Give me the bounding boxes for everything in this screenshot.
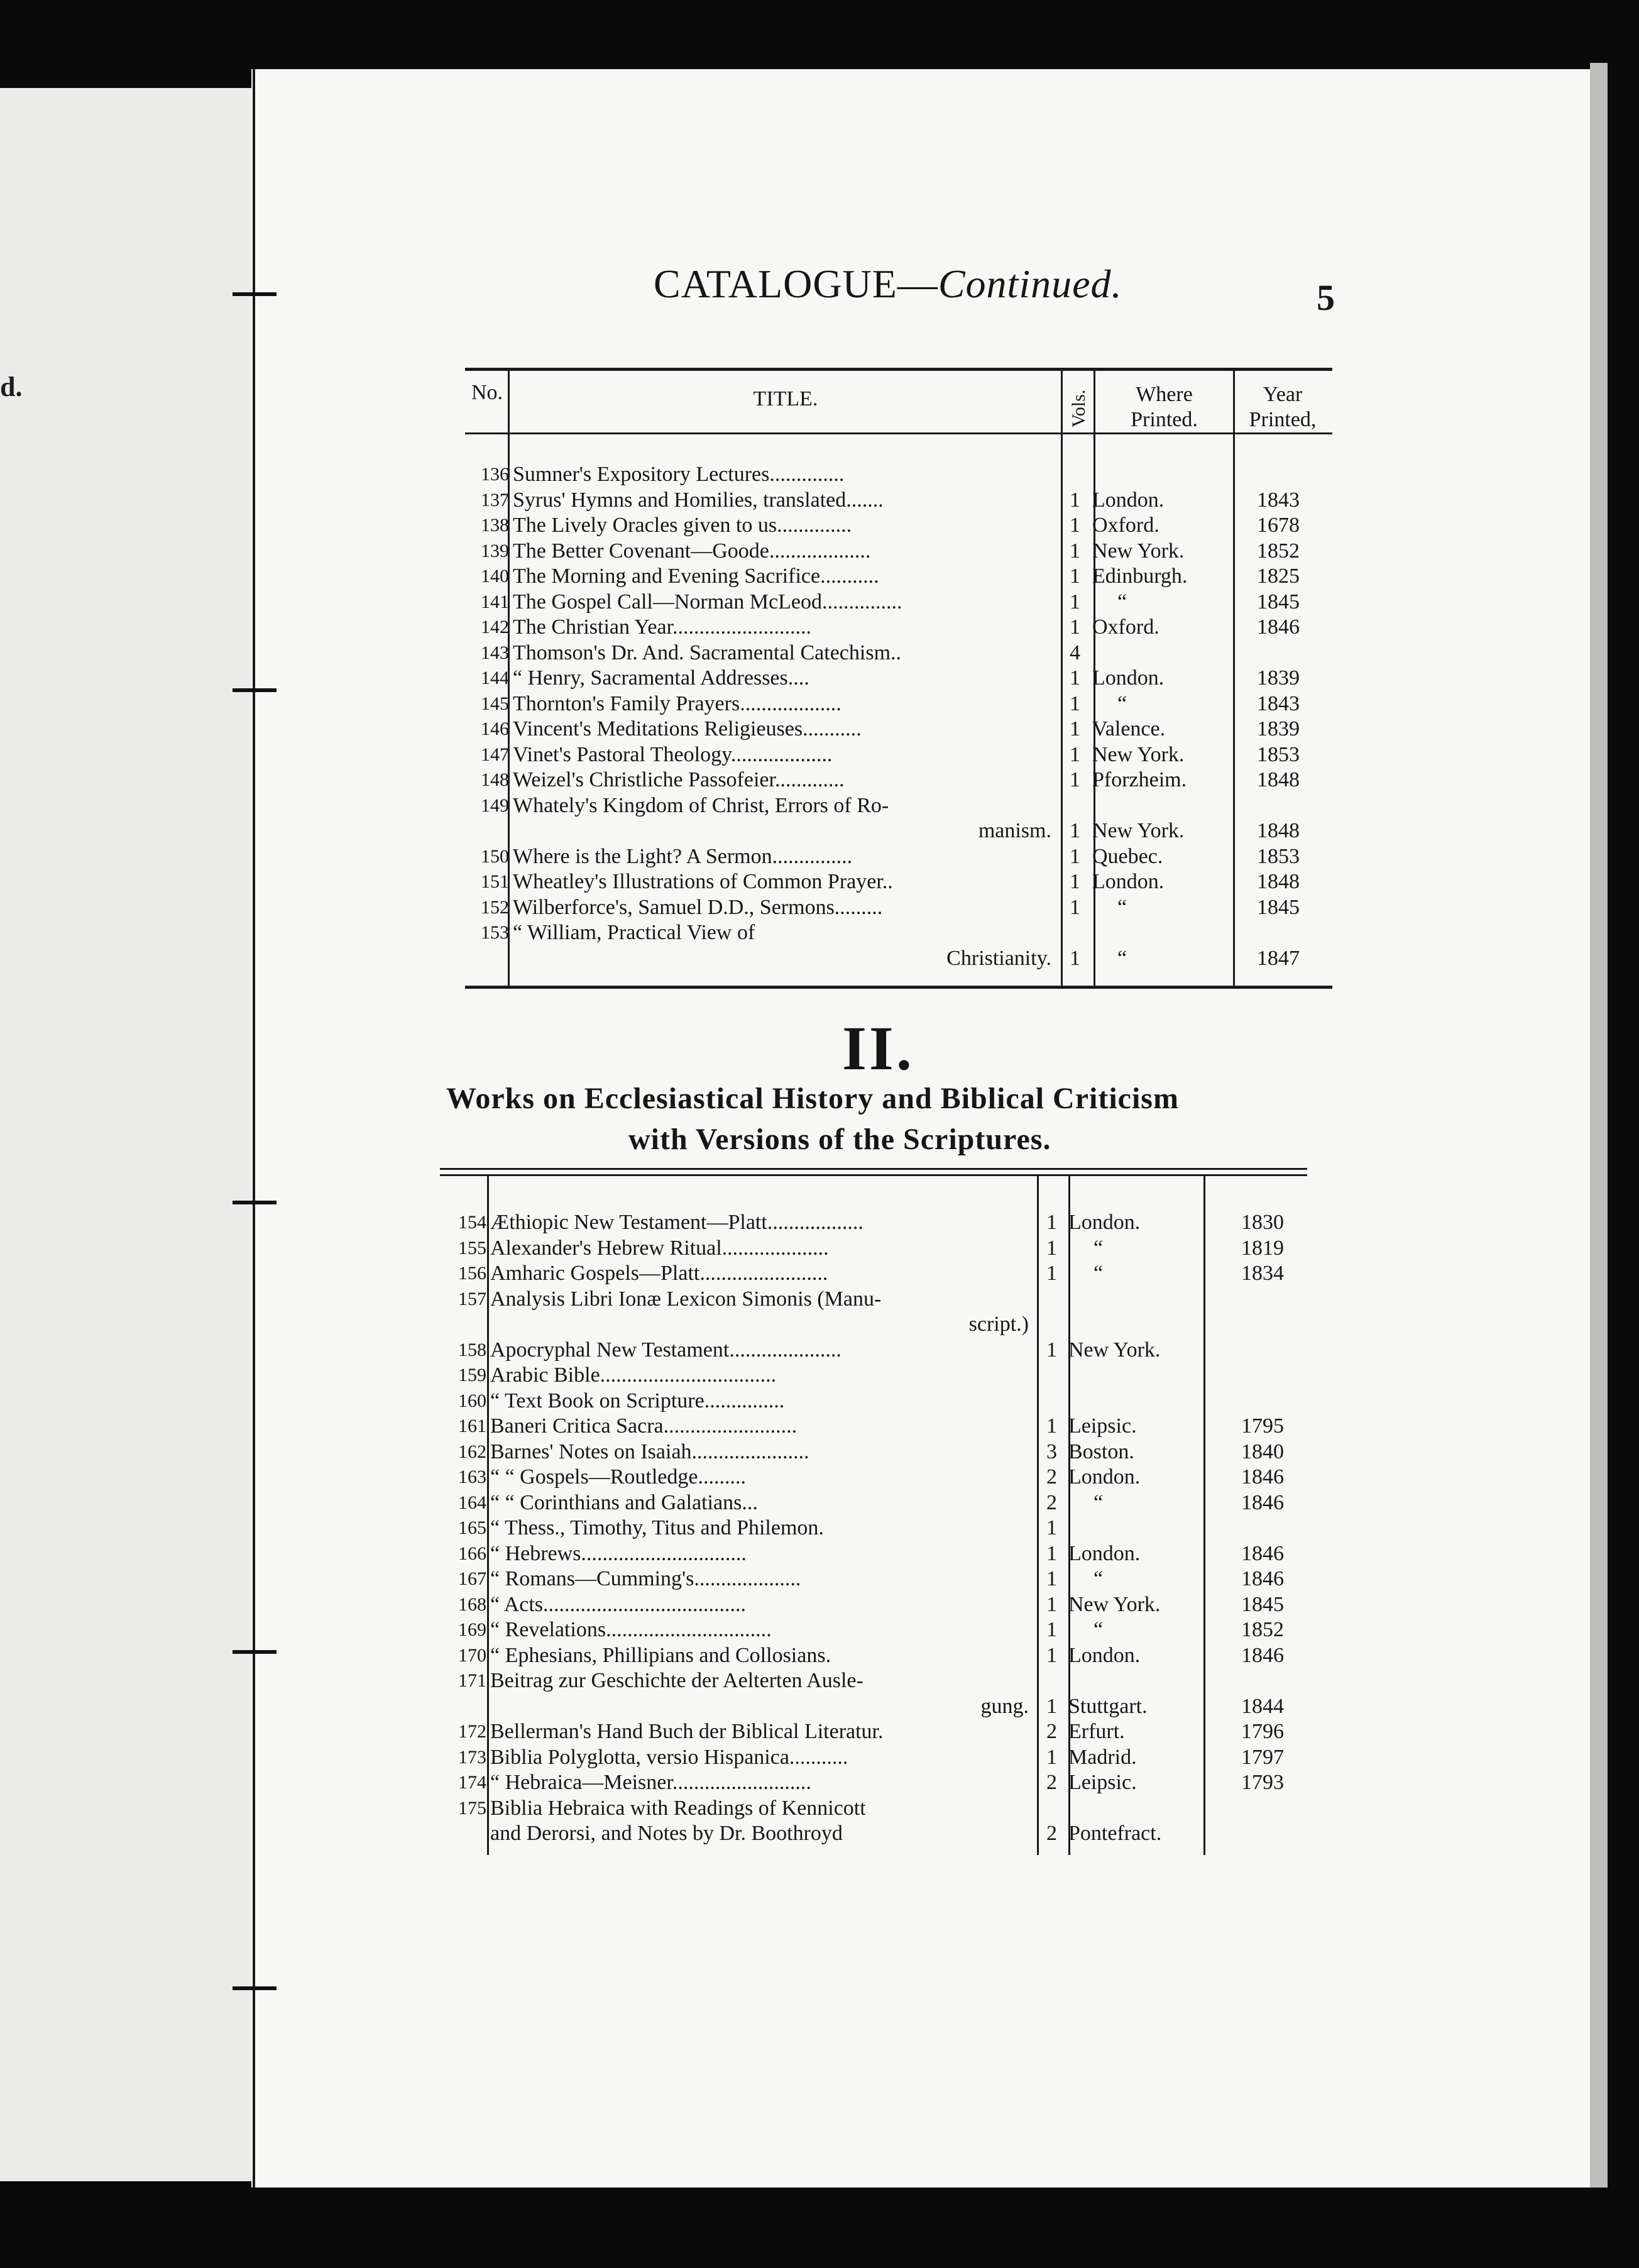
entry-vols: 2 — [1046, 1822, 1057, 1845]
entry-title-continuation: script.) — [968, 1313, 1029, 1336]
entry-number: 147 — [481, 744, 509, 765]
entry-where-printed: “ — [1117, 946, 1127, 970]
entry-title: “ “ Gospels—Routledge......... — [490, 1465, 746, 1489]
table-row — [447, 1719, 1029, 1744]
entry-title: “ “ Corinthians and Galatians... — [490, 1490, 758, 1514]
entry-where-printed: “ — [1094, 1262, 1104, 1285]
entry-vols: 1 — [1070, 870, 1080, 893]
entry-year-printed: 1846 — [1241, 1567, 1284, 1590]
entry-title: “ William, Practical View of — [513, 921, 755, 944]
entry-number: 142 — [481, 617, 509, 637]
entry-number: 163 — [458, 1467, 486, 1487]
entry-year-printed: 1793 — [1241, 1771, 1284, 1794]
entry-number: 144 — [481, 668, 509, 688]
entry-number: 164 — [458, 1492, 486, 1513]
entry-year-printed: 1840 — [1241, 1440, 1284, 1463]
entry-vols: 1 — [1070, 742, 1080, 766]
entry-where-printed: London. — [1092, 870, 1165, 893]
entry-number: 155 — [458, 1237, 486, 1258]
entry-title: “ Romans—Cumming's.................... — [490, 1567, 801, 1590]
column-header-vols: Vols. — [1068, 389, 1089, 427]
entry-where-printed: “ — [1117, 590, 1127, 614]
column-header-year-1: Year — [1263, 383, 1303, 406]
table-row — [447, 1414, 1029, 1439]
entry-vols: 1 — [1070, 717, 1080, 740]
entry-year-printed: 1839 — [1257, 666, 1300, 690]
table-row — [470, 793, 1051, 818]
table-1-top-rule — [465, 368, 1332, 371]
table-row — [447, 1745, 1029, 1770]
entry-title: “ Text Book on Scripture............... — [490, 1389, 785, 1412]
table-row — [447, 1541, 1029, 1566]
entry-title: Thornton's Family Prayers................... — [513, 691, 841, 715]
entry-year-printed: 1796 — [1241, 1720, 1284, 1743]
entry-where-printed: Madrid. — [1068, 1745, 1137, 1769]
entry-where-printed: London. — [1092, 488, 1165, 512]
table-row — [470, 462, 1051, 487]
entry-vols: 2 — [1046, 1720, 1057, 1743]
entry-where-printed: Erfurt. — [1068, 1720, 1125, 1743]
table-row — [447, 1566, 1029, 1592]
entry-vols: 1 — [1046, 1541, 1057, 1565]
entry-vols: 1 — [1070, 488, 1080, 512]
entry-title: Wheatley's Illustrations of Common Prayer.. — [513, 870, 893, 893]
entry-title-continuation: gung. — [980, 1694, 1029, 1718]
entry-vols: 1 — [1046, 1516, 1057, 1539]
entry-where-printed: “ — [1094, 1567, 1104, 1590]
entry-title: Barnes' Notes on Isaiah...................... — [490, 1440, 809, 1463]
entry-number: 140 — [481, 566, 509, 586]
entry-number: 174 — [458, 1772, 486, 1793]
running-head-italic: Continued. — [938, 261, 1122, 306]
entry-number: 166 — [458, 1543, 486, 1564]
entry-where-printed: “ — [1117, 691, 1127, 715]
entry-vols: 1 — [1070, 819, 1080, 842]
entry-title: Amharic Gospels—Platt........................ — [490, 1262, 828, 1285]
entry-number: 173 — [458, 1746, 486, 1768]
entry-year-printed: 1844 — [1241, 1694, 1284, 1718]
entry-title: “ Henry, Sacramental Addresses.... — [513, 666, 809, 690]
table-1-header-rule — [465, 432, 1332, 434]
entry-title: Æthiopic New Testament—Platt.................. — [490, 1211, 863, 1234]
entry-where-printed: Boston. — [1068, 1440, 1134, 1463]
entry-title: “ Hebraica—Meisner.......................... — [490, 1771, 811, 1794]
entry-vols: 3 — [1046, 1440, 1057, 1463]
table-row — [470, 590, 1051, 615]
entry-title-continuation: manism. — [978, 819, 1051, 842]
stitch-mark — [233, 1986, 277, 1990]
entry-number: 169 — [458, 1619, 486, 1640]
table-row — [470, 946, 1051, 971]
entry-year-printed: 1846 — [1241, 1541, 1284, 1565]
table-row — [447, 1516, 1029, 1541]
entry-year-printed: 1825 — [1257, 564, 1300, 588]
entry-vols: 1 — [1046, 1643, 1057, 1667]
section-heading-line-2: with Versions of the Scriptures. — [628, 1123, 1051, 1156]
table-row — [447, 1389, 1029, 1414]
entry-vols: 1 — [1046, 1745, 1057, 1769]
table-2-top-rule — [440, 1174, 1307, 1176]
entry-number: 150 — [481, 845, 509, 867]
left-page-edge — [0, 88, 251, 2181]
entry-where-printed: New York. — [1092, 742, 1185, 766]
table-1-col-rule — [1233, 368, 1235, 986]
table-row — [447, 1694, 1029, 1719]
column-header-year-2: Printed, — [1249, 408, 1317, 431]
entry-title: Baneri Critica Sacra......................... — [490, 1414, 798, 1438]
entry-where-printed: New York. — [1092, 819, 1185, 842]
column-header-title: TITLE. — [753, 387, 818, 410]
entry-number: 138 — [481, 515, 509, 536]
entry-title: Vincent's Meditations Religieuses........... — [513, 717, 862, 740]
entry-title: Thomson's Dr. And. Sacramental Catechism.. — [513, 641, 902, 664]
entry-vols: 1 — [1046, 1211, 1057, 1234]
entry-number: 143 — [481, 642, 509, 663]
entry-where-printed: Oxford. — [1092, 615, 1159, 639]
entry-vols: 1 — [1046, 1618, 1057, 1641]
entry-where-printed: London. — [1092, 666, 1165, 690]
entry-year-printed: 1845 — [1241, 1592, 1284, 1616]
stitch-mark — [233, 688, 277, 692]
table-row — [470, 717, 1051, 742]
entry-vols: 1 — [1070, 768, 1080, 791]
entry-number: 136 — [481, 464, 509, 485]
table-row — [470, 691, 1051, 717]
entry-title: Analysis Libri Ionæ Lexicon Simonis (Manu- — [490, 1287, 882, 1311]
column-header-where-1: Where — [1136, 383, 1193, 406]
table-row — [470, 513, 1051, 538]
entry-vols: 1 — [1046, 1262, 1057, 1285]
table-row — [447, 1668, 1029, 1693]
entry-number: 175 — [458, 1797, 486, 1819]
entry-where-printed: London. — [1068, 1541, 1141, 1565]
table-2-top-rule — [440, 1168, 1307, 1170]
entry-where-printed: Stuttgart. — [1068, 1694, 1148, 1718]
entry-title: and Derorsi, and Notes by Dr. Boothroyd — [490, 1822, 843, 1845]
entry-where-printed: London. — [1068, 1643, 1141, 1667]
entry-year-printed: 1852 — [1241, 1618, 1284, 1641]
table-row — [447, 1770, 1029, 1795]
entry-number: 156 — [458, 1263, 486, 1284]
entry-vols: 1 — [1046, 1338, 1057, 1362]
table-1-bottom-rule — [465, 986, 1332, 989]
entry-number: 148 — [481, 769, 509, 790]
entry-where-printed: Edinburgh. — [1092, 564, 1188, 588]
table-row — [470, 615, 1051, 640]
entry-where-printed: Leipsic. — [1068, 1771, 1137, 1794]
entry-year-printed: 1830 — [1241, 1211, 1284, 1234]
entry-vols: 1 — [1046, 1567, 1057, 1590]
entry-title: Vinet's Pastoral Theology................... — [513, 742, 833, 766]
entry-title: Where is the Light? A Sermon............... — [513, 844, 853, 868]
entry-vols: 1 — [1070, 564, 1080, 588]
entry-where-printed: “ — [1094, 1490, 1104, 1514]
entry-vols: 2 — [1046, 1490, 1057, 1514]
table-row — [470, 920, 1051, 945]
entry-year-printed: 1853 — [1257, 742, 1300, 766]
entry-title: Weizel's Christliche Passofeier............. — [513, 768, 845, 791]
table-row — [470, 564, 1051, 589]
entry-title: Apocryphal New Testament..................... — [490, 1338, 841, 1362]
table-2-col-rule — [1037, 1176, 1039, 1855]
entry-title: Wilberforce's, Samuel D.D., Sermons......... — [513, 895, 883, 919]
table-1-col-rule — [1061, 368, 1063, 986]
entry-where-printed: Leipsic. — [1068, 1414, 1137, 1438]
entry-where-printed: Oxford. — [1092, 514, 1159, 537]
table-row — [447, 1465, 1029, 1490]
entry-year-printed: 1845 — [1257, 590, 1300, 614]
entry-vols: 1 — [1046, 1414, 1057, 1438]
entry-number: 137 — [481, 489, 509, 510]
entry-title: “ Ephesians, Phillipians and Collosians. — [490, 1643, 831, 1667]
entry-title-continuation: Christianity. — [946, 946, 1051, 970]
entry-title: The Morning and Evening Sacrifice........... — [513, 564, 879, 588]
table-row — [447, 1236, 1029, 1261]
entry-vols: 4 — [1070, 641, 1080, 664]
entry-title: Biblia Polyglotta, versio Hispanica........... — [490, 1745, 848, 1769]
entry-where-printed: “ — [1094, 1236, 1104, 1260]
entry-year-printed: 1847 — [1257, 946, 1300, 970]
table-row — [447, 1312, 1029, 1337]
entry-where-printed: New York. — [1068, 1338, 1161, 1362]
entry-number: 158 — [458, 1339, 486, 1360]
left-page-fragment: d. — [0, 372, 23, 402]
table-row — [447, 1643, 1029, 1668]
page-number: 5 — [1317, 277, 1335, 318]
table-row — [447, 1821, 1029, 1846]
stitch-mark — [233, 1201, 277, 1204]
entry-year-printed: 1795 — [1241, 1414, 1284, 1438]
stitch-mark — [233, 292, 277, 296]
entry-where-printed: “ — [1094, 1618, 1104, 1641]
entry-title: “ Hebrews............................... — [490, 1541, 747, 1565]
entry-number: 152 — [481, 896, 509, 918]
entry-year-printed: 1678 — [1257, 514, 1300, 537]
entry-title: Sumner's Expository Lectures.............. — [513, 463, 845, 486]
entry-vols: 1 — [1070, 615, 1080, 639]
entry-number: 139 — [481, 540, 509, 561]
table-row — [470, 844, 1051, 869]
entry-number: 160 — [458, 1390, 486, 1411]
entry-title: “ Acts...................................... — [490, 1592, 747, 1616]
entry-year-printed: 1853 — [1257, 844, 1300, 868]
entry-where-printed: “ — [1117, 895, 1127, 919]
table-row — [470, 488, 1051, 513]
entry-title: Biblia Hebraica with Readings of Kennicott — [490, 1796, 866, 1820]
entry-title: Arabic Bible................................. — [490, 1363, 777, 1387]
entry-year-printed: 1845 — [1257, 895, 1300, 919]
entry-title: Bellerman's Hand Buch der Biblical Literatur. — [490, 1720, 884, 1743]
entry-year-printed: 1848 — [1257, 819, 1300, 842]
entry-year-printed: 1846 — [1241, 1465, 1284, 1489]
entry-year-printed: 1839 — [1257, 717, 1300, 740]
entry-number: 145 — [481, 693, 509, 714]
entry-number: 157 — [458, 1288, 486, 1309]
entry-number: 149 — [481, 795, 509, 816]
entry-year-printed: 1819 — [1241, 1236, 1284, 1260]
entry-title: The Christian Year.......................... — [513, 615, 812, 639]
entry-vols: 1 — [1070, 539, 1080, 563]
entry-title: Alexander's Hebrew Ritual.................... — [490, 1236, 829, 1260]
entry-number: 154 — [458, 1212, 486, 1233]
entry-vols: 1 — [1070, 514, 1080, 537]
entry-number: 165 — [458, 1517, 486, 1538]
entry-where-printed: London. — [1068, 1211, 1141, 1234]
table-row — [447, 1338, 1029, 1363]
entry-where-printed: New York. — [1092, 539, 1185, 563]
entry-number: 146 — [481, 718, 509, 739]
column-header-no: No. — [471, 381, 503, 404]
entry-vols: 1 — [1070, 844, 1080, 868]
entry-vols: 1 — [1070, 946, 1080, 970]
running-head — [654, 261, 1122, 307]
entry-title: Whately's Kingdom of Christ, Errors of Ro- — [513, 793, 889, 817]
table-row — [470, 895, 1051, 920]
table-row — [470, 539, 1051, 564]
entry-year-printed: 1846 — [1257, 615, 1300, 639]
entry-number: 159 — [458, 1365, 486, 1385]
entry-number: 168 — [458, 1594, 486, 1615]
table-row — [470, 641, 1051, 666]
entry-where-printed: London. — [1068, 1465, 1141, 1489]
entry-number: 141 — [481, 591, 509, 612]
table-row — [447, 1796, 1029, 1821]
table-row — [470, 818, 1051, 844]
section-heading-line-1: Works on Ecclesiastical History and Biblical Criticism — [446, 1082, 1179, 1115]
entry-number: 170 — [458, 1644, 486, 1666]
table-row — [447, 1592, 1029, 1617]
entry-where-printed: Pforzheim. — [1092, 768, 1187, 791]
entry-year-printed: 1852 — [1257, 539, 1300, 563]
table-row — [447, 1261, 1029, 1286]
entry-title: Beitrag zur Geschichte der Aelterten Ausle- — [490, 1669, 863, 1692]
entry-year-printed: 1846 — [1241, 1490, 1284, 1514]
entry-year-printed: 1843 — [1257, 488, 1300, 512]
entry-number: 167 — [458, 1568, 486, 1589]
entry-number: 153 — [481, 922, 509, 943]
stitch-mark — [233, 1650, 277, 1654]
entry-vols: 1 — [1070, 691, 1080, 715]
entry-where-printed: Valence. — [1092, 717, 1166, 740]
entry-title: The Lively Oracles given to us.............. — [513, 514, 852, 537]
entry-vols: 2 — [1046, 1465, 1057, 1489]
section-numeral: II. — [842, 1013, 914, 1083]
entry-vols: 1 — [1046, 1236, 1057, 1260]
entry-where-printed: New York. — [1068, 1592, 1161, 1616]
entry-year-printed: 1834 — [1241, 1262, 1284, 1285]
entry-number: 161 — [458, 1416, 486, 1436]
table-row — [470, 869, 1051, 895]
table-row — [447, 1363, 1029, 1388]
table-row — [447, 1490, 1029, 1516]
entry-year-printed: 1846 — [1241, 1643, 1284, 1667]
table-row — [447, 1617, 1029, 1643]
entry-year-printed: 1797 — [1241, 1745, 1284, 1769]
entry-where-printed: Pontefract. — [1068, 1822, 1162, 1845]
entry-vols: 1 — [1070, 666, 1080, 690]
entry-where-printed: Quebec. — [1092, 844, 1163, 868]
spine-line — [253, 69, 255, 2188]
table-2-col-rule — [1203, 1176, 1205, 1855]
entry-year-printed: 1848 — [1257, 870, 1300, 893]
entry-title: Syrus' Hymns and Homilies, translated....... — [513, 488, 884, 512]
entry-number: 151 — [481, 871, 509, 892]
table-row — [447, 1287, 1029, 1312]
entry-year-printed: 1843 — [1257, 691, 1300, 715]
table-row — [470, 666, 1051, 691]
entry-vols: 1 — [1046, 1694, 1057, 1718]
column-header-where-2: Printed. — [1131, 408, 1198, 431]
entry-number: 162 — [458, 1441, 486, 1462]
entry-title: “ Revelations............................... — [490, 1618, 772, 1641]
entry-title: The Better Covenant—Goode................... — [513, 539, 871, 563]
entry-vols: 1 — [1070, 590, 1080, 614]
entry-number: 171 — [458, 1670, 486, 1691]
entry-vols: 1 — [1070, 895, 1080, 919]
table-row — [447, 1440, 1029, 1465]
right-page-edge — [1590, 63, 1608, 2188]
entry-year-printed: 1848 — [1257, 768, 1300, 791]
entry-vols: 2 — [1046, 1771, 1057, 1794]
running-head-main: CATALOGUE— — [654, 261, 938, 306]
entry-vols: 1 — [1046, 1592, 1057, 1616]
table-row — [470, 742, 1051, 768]
entry-title: “ Thess., Timothy, Titus and Philemon. — [490, 1516, 824, 1539]
table-row — [447, 1210, 1029, 1235]
table-row — [470, 768, 1051, 793]
entry-title: The Gospel Call—Norman McLeod............... — [513, 590, 902, 614]
entry-number: 172 — [458, 1721, 486, 1742]
